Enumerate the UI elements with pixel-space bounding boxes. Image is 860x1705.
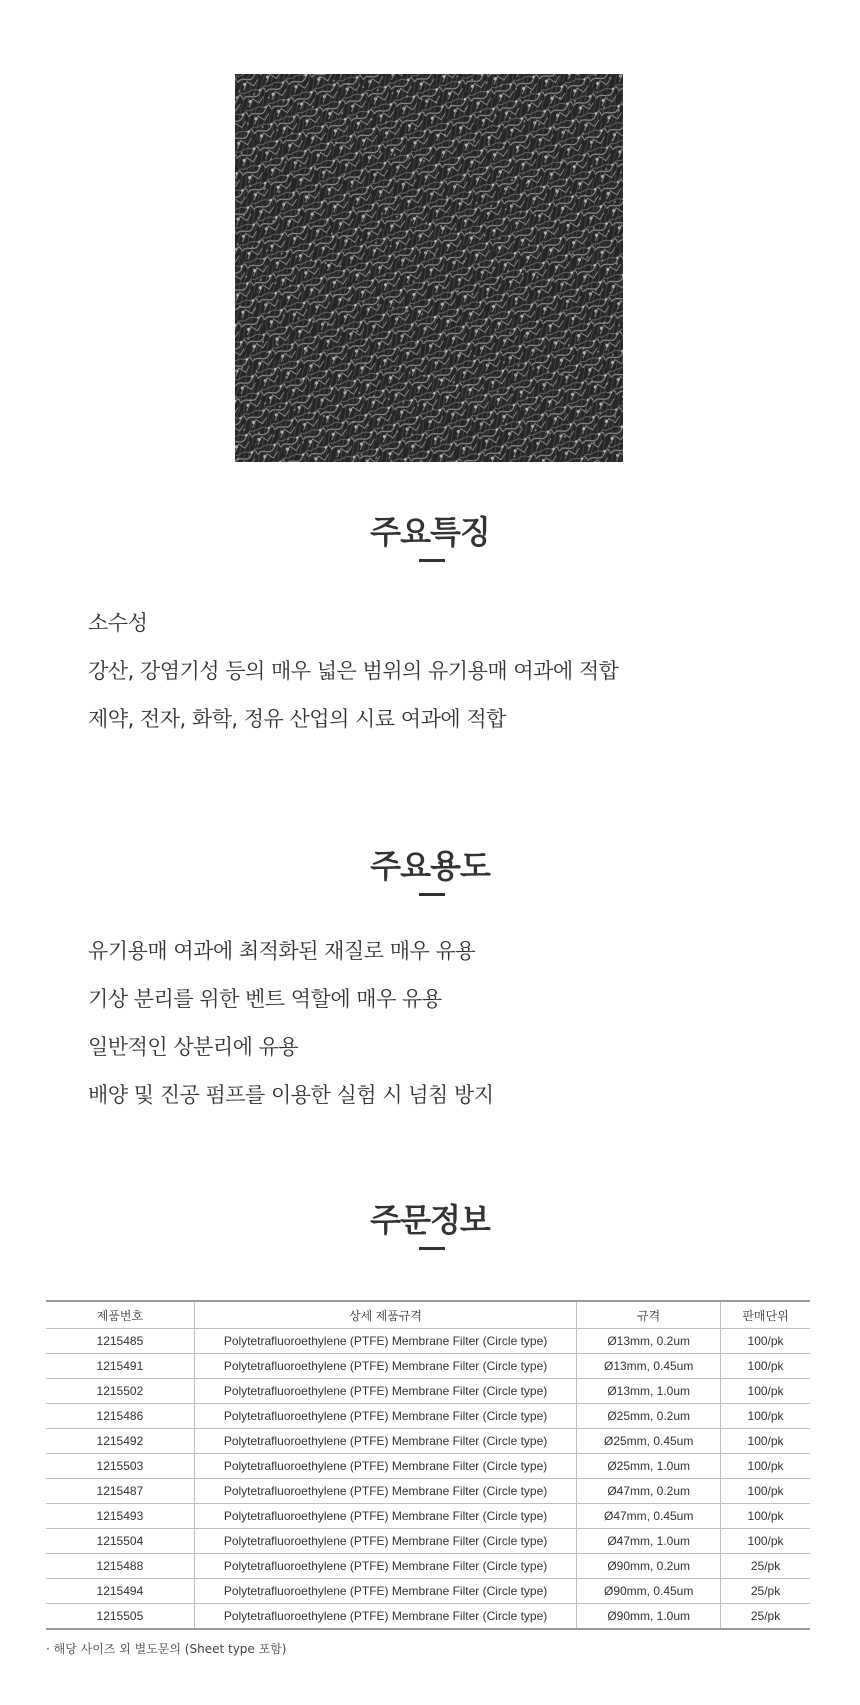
cell-product-number: 1215503 bbox=[46, 1454, 194, 1479]
features-list bbox=[88, 599, 618, 743]
cell-sales-unit: 100/pk bbox=[721, 1529, 810, 1554]
cell-product-spec: Polytetrafluoroethylene (PTFE) Membrane Filter (Circle type) bbox=[194, 1329, 576, 1354]
applications-list-item: 일반적인 상분리에 유용 bbox=[88, 1035, 299, 1059]
cell-product-number: 1215486 bbox=[46, 1404, 194, 1429]
order-title-underline bbox=[419, 1247, 445, 1250]
features-list-item: 강산, 강염기성 등의 매우 넓은 범위의 유기용매 여과에 적합 bbox=[88, 659, 619, 683]
cell-sales-unit: 100/pk bbox=[721, 1329, 810, 1354]
cell-size: Ø90mm, 0.45um bbox=[577, 1579, 721, 1604]
cell-product-spec: Polytetrafluoroethylene (PTFE) Membrane Filter (Circle type) bbox=[194, 1379, 576, 1404]
features-list-item: 제약, 전자, 화학, 정유 산업의 시료 여과에 적합 bbox=[88, 707, 506, 731]
header-sales-unit: 판매단위 bbox=[721, 1301, 810, 1329]
applications-list-item: 유기용매 여과에 최적화된 재질로 매우 유용 bbox=[88, 939, 476, 963]
table-row bbox=[46, 1429, 810, 1454]
cell-product-spec: Polytetrafluoroethylene (PTFE) Membrane Filter (Circle type) bbox=[194, 1579, 576, 1604]
cell-product-number: 1215494 bbox=[46, 1579, 194, 1604]
header-product-number: 제품번호 bbox=[46, 1301, 194, 1329]
table-row bbox=[46, 1379, 810, 1404]
cell-sales-unit: 100/pk bbox=[721, 1404, 810, 1429]
cell-product-number: 1215493 bbox=[46, 1504, 194, 1529]
cell-size: Ø90mm, 1.0um bbox=[577, 1604, 721, 1630]
cell-product-spec: Polytetrafluoroethylene (PTFE) Membrane Filter (Circle type) bbox=[194, 1604, 576, 1630]
cell-product-number: 1215504 bbox=[46, 1529, 194, 1554]
cell-product-spec: Polytetrafluoroethylene (PTFE) Membrane Filter (Circle type) bbox=[194, 1554, 576, 1579]
features-title-underline bbox=[419, 559, 445, 562]
cell-size: Ø25mm, 0.45um bbox=[577, 1429, 721, 1454]
applications-list-item: 기상 분리를 위한 벤트 역할에 매우 유용 bbox=[88, 987, 442, 1011]
cell-sales-unit: 25/pk bbox=[721, 1604, 810, 1630]
cell-product-spec: Polytetrafluoroethylene (PTFE) Membrane Filter (Circle type) bbox=[194, 1404, 576, 1429]
cell-size: Ø47mm, 1.0um bbox=[577, 1529, 721, 1554]
cell-sales-unit: 25/pk bbox=[721, 1579, 810, 1604]
applications-title-underline bbox=[419, 893, 445, 896]
table-row bbox=[46, 1504, 810, 1529]
cell-size: Ø25mm, 1.0um bbox=[577, 1454, 721, 1479]
cell-size: Ø13mm, 1.0um bbox=[577, 1379, 721, 1404]
cell-sales-unit: 100/pk bbox=[721, 1429, 810, 1454]
table-row bbox=[46, 1404, 810, 1429]
cell-sales-unit: 100/pk bbox=[721, 1379, 810, 1404]
order-footnote: · 해당 사이즈 외 별도문의 (Sheet type 포함) bbox=[46, 1642, 287, 1656]
cell-product-number: 1215502 bbox=[46, 1379, 194, 1404]
table-row bbox=[46, 1579, 810, 1604]
cell-sales-unit: 25/pk bbox=[721, 1554, 810, 1579]
applications-list-item: 배양 및 진공 펌프를 이용한 실험 시 넘침 방지 bbox=[88, 1083, 494, 1107]
cell-sales-unit: 100/pk bbox=[721, 1454, 810, 1479]
cell-product-spec: Polytetrafluoroethylene (PTFE) Membrane Filter (Circle type) bbox=[194, 1429, 576, 1454]
cell-size: Ø13mm, 0.2um bbox=[577, 1329, 721, 1354]
cell-product-number: 1215492 bbox=[46, 1429, 194, 1454]
cell-size: Ø47mm, 0.45um bbox=[577, 1504, 721, 1529]
cell-product-number: 1215491 bbox=[46, 1354, 194, 1379]
features-title: 주요특징 bbox=[370, 513, 490, 551]
order-title: 주문정보 bbox=[370, 1201, 490, 1239]
cell-product-spec: Polytetrafluoroethylene (PTFE) Membrane Filter (Circle type) bbox=[194, 1354, 576, 1379]
header-product-spec: 상세 제품규격 bbox=[194, 1301, 576, 1329]
cell-sales-unit: 100/pk bbox=[721, 1504, 810, 1529]
table-row bbox=[46, 1554, 810, 1579]
table-row bbox=[46, 1479, 810, 1504]
table-row bbox=[46, 1604, 810, 1630]
cell-sales-unit: 100/pk bbox=[721, 1354, 810, 1379]
cell-product-spec: Polytetrafluoroethylene (PTFE) Membrane Filter (Circle type) bbox=[194, 1504, 576, 1529]
cell-size: Ø13mm, 0.45um bbox=[577, 1354, 721, 1379]
cell-product-spec: Polytetrafluoroethylene (PTFE) Membrane Filter (Circle type) bbox=[194, 1454, 576, 1479]
cell-size: Ø25mm, 0.2um bbox=[577, 1404, 721, 1429]
order-table bbox=[46, 1300, 810, 1630]
cell-size: Ø90mm, 0.2um bbox=[577, 1554, 721, 1579]
cell-product-spec: Polytetrafluoroethylene (PTFE) Membrane Filter (Circle type) bbox=[194, 1479, 576, 1504]
cell-sales-unit: 100/pk bbox=[721, 1479, 810, 1504]
cell-product-number: 1215505 bbox=[46, 1604, 194, 1630]
cell-product-number: 1215487 bbox=[46, 1479, 194, 1504]
table-row bbox=[46, 1329, 810, 1354]
applications-list bbox=[88, 927, 494, 1119]
cell-product-spec: Polytetrafluoroethylene (PTFE) Membrane Filter (Circle type) bbox=[194, 1529, 576, 1554]
cell-product-number: 1215488 bbox=[46, 1554, 194, 1579]
features-list-item: 소수성 bbox=[88, 611, 148, 635]
header-size: 규격 bbox=[577, 1301, 721, 1329]
table-row bbox=[46, 1354, 810, 1379]
applications-title: 주요용도 bbox=[370, 847, 490, 885]
cell-size: Ø47mm, 0.2um bbox=[577, 1479, 721, 1504]
order-table-header-row bbox=[46, 1301, 810, 1329]
cell-product-number: 1215485 bbox=[46, 1329, 194, 1354]
membrane-fiber-texture bbox=[235, 74, 623, 462]
membrane-micrograph-image bbox=[235, 74, 623, 462]
table-row bbox=[46, 1529, 810, 1554]
table-row bbox=[46, 1454, 810, 1479]
